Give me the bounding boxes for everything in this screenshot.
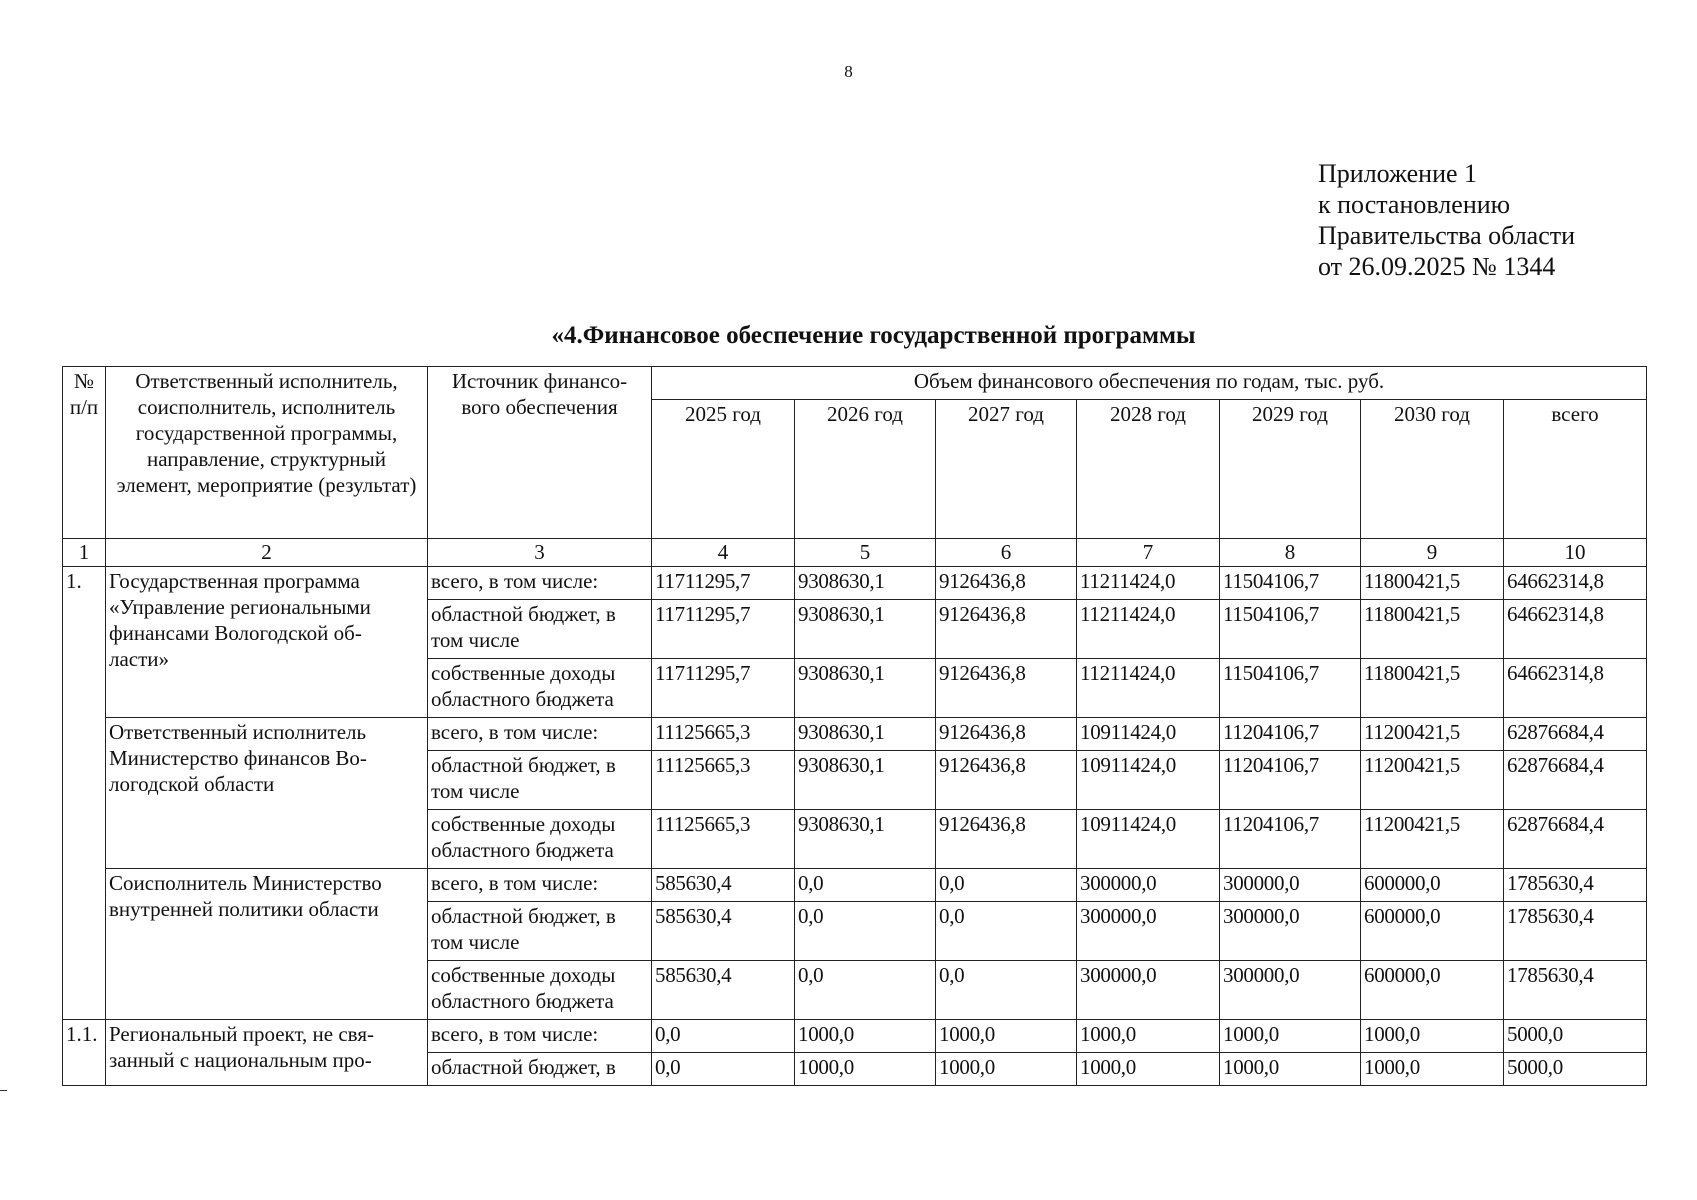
value-cell: 300000,0 <box>1220 961 1361 1020</box>
value-cell: 11211424,0 <box>1077 659 1220 718</box>
appendix-line-3: Правительства области <box>1318 221 1576 250</box>
value-cell: 9308630,1 <box>795 600 936 659</box>
value-cell: 11200421,5 <box>1361 810 1504 869</box>
row-source: всего, в том числе: <box>428 718 652 751</box>
column-index-row <box>63 539 1647 567</box>
row-number: 1.1. <box>63 1020 106 1086</box>
row-number: 1. <box>63 567 106 1020</box>
row-source: всего, в том числе: <box>428 567 652 600</box>
value-cell: 11125665,3 <box>652 751 795 810</box>
value-cell: 600000,0 <box>1361 902 1504 961</box>
header-year-2029: 2029 год <box>1220 400 1361 539</box>
value-cell: 5000,0 <box>1504 1020 1647 1053</box>
value-cell: 9308630,1 <box>795 659 936 718</box>
value-cell: 1785630,4 <box>1504 869 1647 902</box>
column-index: 7 <box>1077 539 1220 567</box>
value-cell: 1000,0 <box>1361 1053 1504 1086</box>
value-cell: 9126436,8 <box>936 751 1077 810</box>
value-cell: 64662314,8 <box>1504 600 1647 659</box>
value-cell: 11211424,0 <box>1077 567 1220 600</box>
row-executor: Соисполнитель Министерство внутренней политики области <box>106 869 428 1020</box>
value-cell: 64662314,8 <box>1504 567 1647 600</box>
value-cell: 11204106,7 <box>1220 751 1361 810</box>
column-index: 2 <box>106 539 428 567</box>
value-cell: 600000,0 <box>1361 961 1504 1020</box>
row-executor: Региональный проект, не свя- занный с национальным про- <box>106 1020 428 1086</box>
header-executor: Ответственный исполнитель, соисполнитель, исполнитель государственной программы, направление, структурный элемент, мероприятие (результат) <box>106 367 428 539</box>
value-cell: 11125665,3 <box>652 810 795 869</box>
row-source: областной бюджет, в том числе <box>428 751 652 810</box>
value-cell: 10911424,0 <box>1077 810 1220 869</box>
row-source: областной бюджет, в <box>428 1053 652 1086</box>
value-cell: 0,0 <box>652 1053 795 1086</box>
header-row <box>63 367 1647 400</box>
financing-table <box>62 366 1647 1086</box>
row-executor: Ответственный исполнитель Министерство финансов Во- логодской области <box>106 718 428 869</box>
value-cell: 1000,0 <box>795 1053 936 1086</box>
row-source: всего, в том числе: <box>428 1020 652 1053</box>
value-cell: 1785630,4 <box>1504 902 1647 961</box>
row-source: собственные доходы областного бюджета <box>428 810 652 869</box>
column-index: 3 <box>428 539 652 567</box>
value-cell: 0,0 <box>795 961 936 1020</box>
value-cell: 11204106,7 <box>1220 810 1361 869</box>
value-cell: 9126436,8 <box>936 567 1077 600</box>
table-row <box>63 1020 1647 1053</box>
table-row <box>63 567 1647 600</box>
header-volume: Объем финансового обеспечения по годам, тыс. руб. <box>652 367 1647 400</box>
value-cell: 0,0 <box>936 902 1077 961</box>
value-cell: 11504106,7 <box>1220 600 1361 659</box>
value-cell: 62876684,4 <box>1504 810 1647 869</box>
value-cell: 300000,0 <box>1077 961 1220 1020</box>
value-cell: 11504106,7 <box>1220 567 1361 600</box>
header-year-2026: 2026 год <box>795 400 936 539</box>
appendix-block <box>1318 158 1575 282</box>
value-cell: 11200421,5 <box>1361 751 1504 810</box>
row-source: собственные доходы областного бюджета <box>428 961 652 1020</box>
header-year-2028: 2028 год <box>1077 400 1220 539</box>
value-cell: 11800421,5 <box>1361 567 1504 600</box>
value-cell: 0,0 <box>936 961 1077 1020</box>
value-cell: 11125665,3 <box>652 718 795 751</box>
appendix-line-2: к постановлению <box>1318 190 1511 219</box>
value-cell: 9308630,1 <box>795 751 936 810</box>
column-index: 6 <box>936 539 1077 567</box>
value-cell: 9308630,1 <box>795 718 936 751</box>
header-year-2025: 2025 год <box>652 400 795 539</box>
value-cell: 9308630,1 <box>795 810 936 869</box>
value-cell: 11504106,7 <box>1220 659 1361 718</box>
value-cell: 300000,0 <box>1220 869 1361 902</box>
value-cell: 11800421,5 <box>1361 659 1504 718</box>
value-cell: 1000,0 <box>1220 1053 1361 1086</box>
value-cell: 0,0 <box>795 902 936 961</box>
value-cell: 11200421,5 <box>1361 718 1504 751</box>
value-cell: 300000,0 <box>1077 902 1220 961</box>
value-cell: 11204106,7 <box>1220 718 1361 751</box>
table-row <box>63 718 1647 751</box>
value-cell: 1000,0 <box>795 1020 936 1053</box>
value-cell: 11211424,0 <box>1077 600 1220 659</box>
value-cell: 1000,0 <box>1077 1020 1220 1053</box>
appendix-line-4: от 26.09.2025 № 1344 <box>1318 252 1556 281</box>
value-cell: 585630,4 <box>652 902 795 961</box>
value-cell: 0,0 <box>652 1020 795 1053</box>
value-cell: 9126436,8 <box>936 718 1077 751</box>
column-index: 1 <box>63 539 106 567</box>
value-cell: 0,0 <box>795 869 936 902</box>
value-cell: 1000,0 <box>1077 1053 1220 1086</box>
value-cell: 5000,0 <box>1504 1053 1647 1086</box>
value-cell: 585630,4 <box>652 869 795 902</box>
column-index: 10 <box>1504 539 1647 567</box>
value-cell: 11711295,7 <box>652 567 795 600</box>
column-index: 4 <box>652 539 795 567</box>
appendix-line-1: Приложение 1 <box>1318 159 1478 188</box>
row-source: областной бюджет, в том числе <box>428 600 652 659</box>
column-index: 5 <box>795 539 936 567</box>
value-cell: 300000,0 <box>1077 869 1220 902</box>
row-source: областной бюджет, в том числе <box>428 902 652 961</box>
column-index: 9 <box>1361 539 1504 567</box>
value-cell: 9126436,8 <box>936 659 1077 718</box>
value-cell: 62876684,4 <box>1504 751 1647 810</box>
value-cell: 10911424,0 <box>1077 751 1220 810</box>
value-cell: 9126436,8 <box>936 810 1077 869</box>
value-cell: 64662314,8 <box>1504 659 1647 718</box>
value-cell: 11800421,5 <box>1361 600 1504 659</box>
column-index: 8 <box>1220 539 1361 567</box>
value-cell: 9126436,8 <box>936 600 1077 659</box>
value-cell: 0,0 <box>936 869 1077 902</box>
value-cell: 600000,0 <box>1361 869 1504 902</box>
value-cell: 1000,0 <box>936 1053 1077 1086</box>
value-cell: 9308630,1 <box>795 567 936 600</box>
value-cell: 11711295,7 <box>652 659 795 718</box>
page-number: 8 <box>844 62 853 81</box>
header-total: всего <box>1504 400 1647 539</box>
row-executor: Государственная программа «Управление региональными финансами Вологодской об- ласти» <box>106 567 428 718</box>
section-title: «4.Финансовое обеспечение государственной программы <box>551 322 1196 349</box>
header-year-2030: 2030 год <box>1361 400 1504 539</box>
value-cell: 300000,0 <box>1220 902 1361 961</box>
row-source: собственные доходы областного бюджета <box>428 659 652 718</box>
value-cell: 10911424,0 <box>1077 718 1220 751</box>
value-cell: 11711295,7 <box>652 600 795 659</box>
row-source: всего, в том числе: <box>428 869 652 902</box>
value-cell: 1000,0 <box>1361 1020 1504 1053</box>
header-year-2027: 2027 год <box>936 400 1077 539</box>
margin-mark <box>0 1090 7 1091</box>
value-cell: 1785630,4 <box>1504 961 1647 1020</box>
value-cell: 585630,4 <box>652 961 795 1020</box>
header-num: № п/п <box>63 367 106 539</box>
value-cell: 62876684,4 <box>1504 718 1647 751</box>
value-cell: 1000,0 <box>936 1020 1077 1053</box>
value-cell: 1000,0 <box>1220 1020 1361 1053</box>
header-source: Источник финансо- вого обеспечения <box>428 367 652 539</box>
table-row <box>63 869 1647 902</box>
